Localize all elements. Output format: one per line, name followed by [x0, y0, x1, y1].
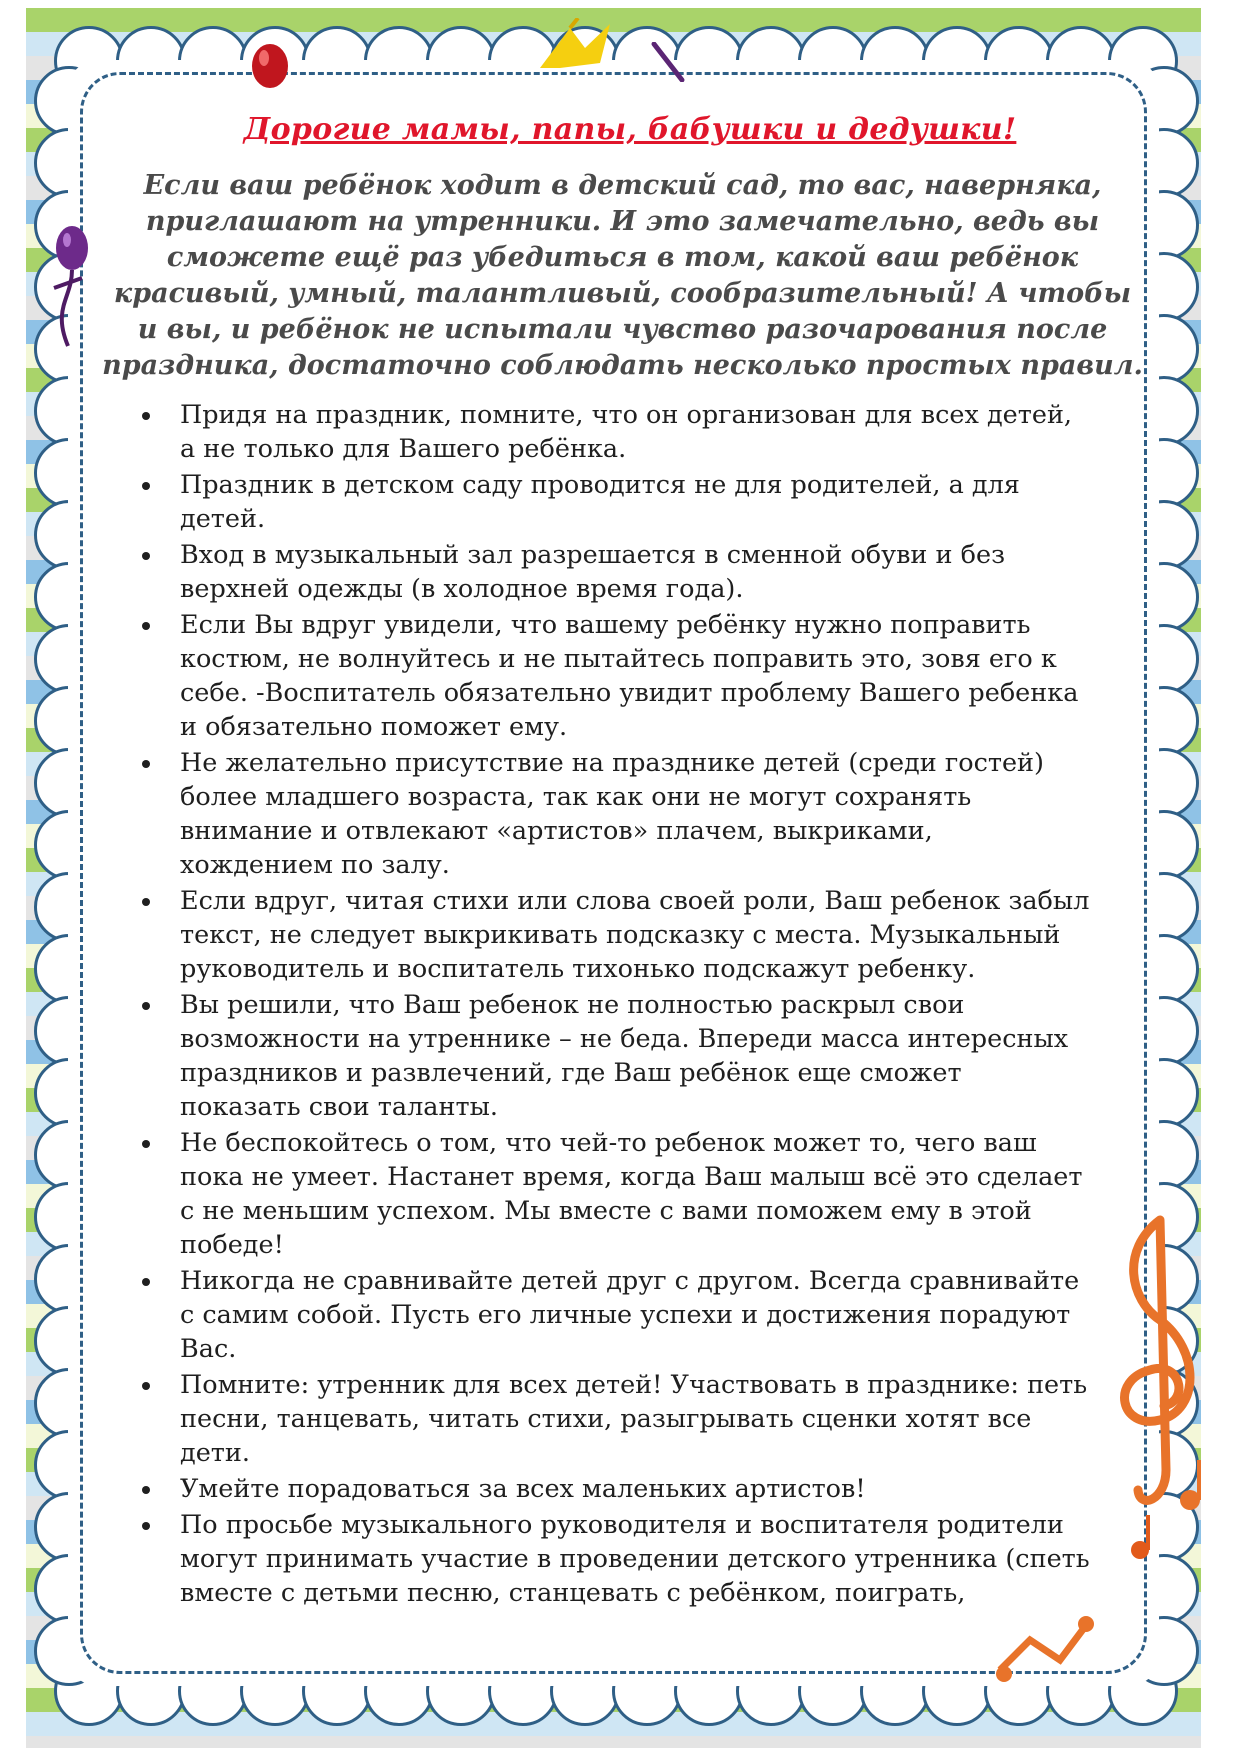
- list-item: Если Вы вдруг увидели, что вашему ребёнку нужно поправить костюм, не волнуйтесь и не пытайтесь поправить это, зовя его к себе. -Воспитатель обязательно увидит проблему Вашего ребенка и обязательно поможет ему.: [130, 608, 1090, 744]
- list-item: Вы решили, что Ваш ребенок не полностью раскрыл свои возможности на утреннике – не беда. Впереди масса интересных праздников и развлечений, где Ваш ребёнок еще сможет показать свои таланты.: [130, 988, 1090, 1124]
- list-item: Умейте порадоваться за всех маленьких артистов!: [130, 1472, 1090, 1506]
- purple-stick-icon: [648, 42, 688, 82]
- list-item: Если вдруг, читая стихи или слова своей роли, Ваш ребенок забыл текст, не следует выкрикивать подсказку с места. Музыкальный руководитель и воспитатель тихонько подскажут ребенку.: [130, 884, 1090, 986]
- list-item: Праздник в детском саду проводится не для родителей, а для детей.: [130, 468, 1090, 536]
- list-item: Никогда не сравнивайте детей друг с другом. Всегда сравнивайте с самим собой. Пусть его личные успехи и достижения порадуют Вас.: [130, 1264, 1090, 1366]
- list-item: Не беспокойтесь о том, что чей-то ребенок может то, чего ваш пока не умеет. Настанет время, когда Ваш малыш всё это сделает с не меньшим успехом. Мы вместе с вами поможем ему в этой победе!: [130, 1126, 1090, 1262]
- rules-list: [130, 398, 1090, 1612]
- yellow-music-note-icon: [530, 18, 620, 73]
- intro-paragraph: Если ваш ребёнок ходит в детский сад, то вас, наверняка, приглашают на утренники. И это замечательно, ведь вы сможете ещё раз убедиться в том, какой ваш ребёнок красивый, умный, талантливый, сообразительный! А чтобы и вы, и ребёнок не испытали чувство разочарования после праздника, достаточно соблюдать несколько простых правил.: [102, 170, 1143, 381]
- orange-treble-clef-icon: [1100, 1210, 1220, 1630]
- list-item: Придя на праздник, помните, что он организован для всех детей, а не только для Вашего ребёнка.: [130, 398, 1090, 466]
- list-item: Помните: утренник для всех детей! Участвовать в празднике: петь песни, танцевать, читать стихи, разыгрывать сценки хотят все дети.: [130, 1368, 1090, 1470]
- list-item: По просьбе музыкального руководителя и воспитателя родители могут принимать участие в проведении детского утренника (спеть вместе с детьми песню, станцевать с ребёнком, поиграть,: [130, 1508, 1090, 1610]
- red-balloon-icon: [240, 30, 300, 90]
- orange-eighth-notes-icon: [990, 1600, 1110, 1690]
- purple-musical-note-icon: [42, 218, 102, 348]
- list-item: Не желательно присутствие на празднике детей (среди гостей) более младшего возраста, так как они не могут сохранять внимание и отвлекают «артистов» плачем, выкриками, хождением по залу.: [130, 746, 1090, 882]
- list-item: Вход в музыкальный зал разрешается в сменной обуви и без верхней одежды (в холодное время года).: [130, 538, 1090, 606]
- page-title: Дорогие мамы, папы, бабушки и дедушки!: [243, 112, 1017, 147]
